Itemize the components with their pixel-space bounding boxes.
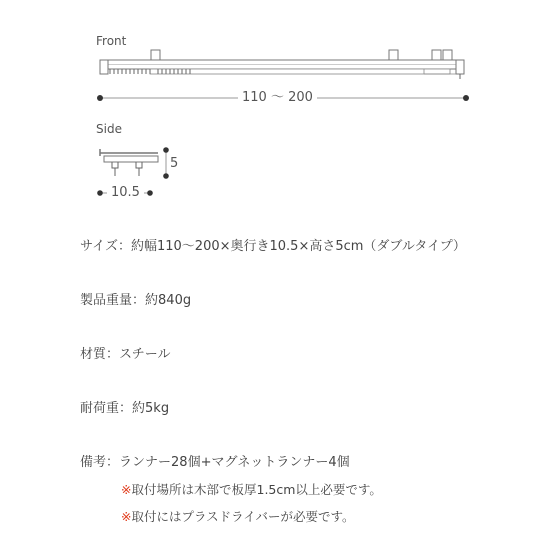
spec-row-material (80, 346, 171, 364)
spec-label: サイズ (80, 239, 118, 254)
front-width-dimension: 110 〜 200 (238, 90, 317, 106)
note-mark: ※ (121, 482, 132, 497)
side-runner-right (136, 162, 142, 168)
spec-separator: ： (132, 293, 146, 308)
spec-row-weight (80, 292, 191, 310)
side-rail-body (104, 156, 158, 162)
spec-row-size (80, 238, 466, 256)
spec-value: 約5kg (132, 401, 170, 416)
spec-label: 備考 (80, 455, 107, 470)
spec-value: ランナー28個+マグネットランナー4個 (119, 455, 350, 470)
side-height-dot-bottom (163, 173, 169, 179)
spec-value: 約840g (145, 293, 192, 308)
spec-separator: ： (106, 455, 120, 470)
note-mark: ※ (121, 509, 132, 524)
side-width-dimension: 10.5 (107, 185, 144, 201)
front-label: Front (96, 34, 127, 48)
spec-row-load-capacity (80, 400, 169, 418)
spec-label: 材質 (80, 347, 107, 362)
spec-row-remarks (80, 454, 350, 472)
spec-separator: ： (106, 347, 120, 362)
note-tool (121, 508, 355, 526)
note-mounting (121, 481, 382, 499)
side-rail-drawing (0, 0, 560, 220)
spec-value: スチール (119, 347, 171, 362)
spec-separator: ： (119, 401, 133, 416)
side-runner-left (112, 162, 118, 168)
side-width-dot-left (97, 190, 103, 196)
side-label: Side (96, 122, 122, 136)
side-height-dimension: 5 (170, 156, 179, 171)
spec-label: 製品重量 (80, 293, 133, 308)
side-width-dot-right (147, 190, 153, 196)
spec-label: 耐荷重 (80, 401, 120, 416)
side-height-dot-top (163, 147, 169, 153)
note-text: 取付場所は木部で板厚1.5cm以上必要です。 (131, 482, 382, 497)
spec-separator: ： (117, 239, 131, 254)
note-text: 取付にはプラスドライバーが必要です。 (131, 509, 355, 524)
spec-value: 約幅110〜200×奥行き10.5×高さ5cm（ダブルタイプ） (130, 239, 466, 254)
